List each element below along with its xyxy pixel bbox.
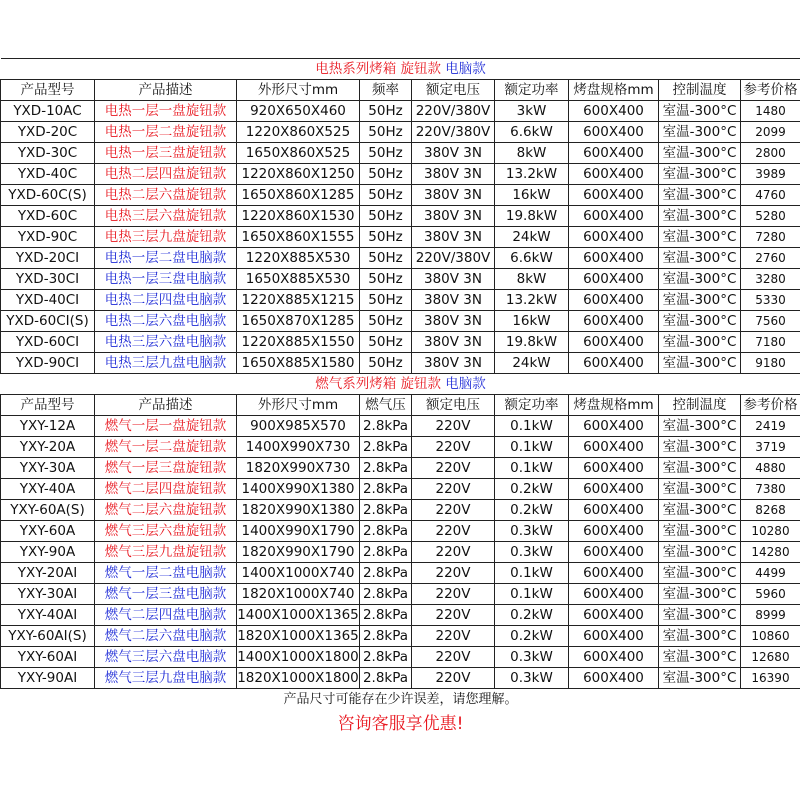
electric-cell-price: 5330 bbox=[741, 290, 800, 311]
electric-cell-voltage: 380V 3N bbox=[412, 185, 495, 206]
gas-table-row bbox=[1, 668, 800, 689]
gas-cell-power: 0.3kW bbox=[495, 668, 569, 689]
gas-cell-price: 8268 bbox=[741, 500, 800, 521]
gas-cell-tray: 600X400 bbox=[569, 521, 659, 542]
gas-cell-model: YXY-40AI bbox=[1, 605, 95, 626]
gas-cell-pressure: 2.8kPa bbox=[360, 479, 412, 500]
electric-cell-price: 7560 bbox=[741, 311, 800, 332]
gas-cell-model: YXY-20A bbox=[1, 437, 95, 458]
gas-cell-price: 12680 bbox=[741, 647, 800, 668]
gas-cell-model: YXY-30AI bbox=[1, 584, 95, 605]
electric-cell-tray: 600X400 bbox=[569, 206, 659, 227]
electric-cell-power: 8kW bbox=[495, 269, 569, 290]
gas-cell-price: 2419 bbox=[741, 416, 800, 437]
electric-cell-freq: 50Hz bbox=[360, 164, 412, 185]
gas-cell-power: 0.3kW bbox=[495, 521, 569, 542]
gas-cell-tray: 600X400 bbox=[569, 500, 659, 521]
electric-cell-power: 16kW bbox=[495, 311, 569, 332]
size-tolerance-note: 产品尺寸可能存在少许误差，请您理解。 bbox=[283, 692, 518, 707]
gas-cell-model: YXY-90AI bbox=[1, 668, 95, 689]
electric-table-row bbox=[1, 143, 800, 164]
gas-header-cell: 外形尺寸mm bbox=[237, 395, 360, 416]
electric-cell-desc: 电热三层六盘电脑款 bbox=[95, 332, 237, 353]
electric-cell-voltage: 380V 3N bbox=[412, 311, 495, 332]
electric-cell-price: 7280 bbox=[741, 227, 800, 248]
electric-table-row bbox=[1, 311, 800, 332]
gas-header-cell: 额定功率 bbox=[495, 395, 569, 416]
gas-header-cell: 产品描述 bbox=[95, 395, 237, 416]
gas-cell-power: 0.1kW bbox=[495, 416, 569, 437]
gas-cell-size: 1820X990X1790 bbox=[237, 542, 360, 563]
gas-cell-power: 0.2kW bbox=[495, 605, 569, 626]
electric-cell-power: 13.2kW bbox=[495, 290, 569, 311]
electric-cell-voltage: 380V 3N bbox=[412, 353, 495, 374]
electric-cell-price: 2760 bbox=[741, 248, 800, 269]
gas-header-cell: 额定电压 bbox=[412, 395, 495, 416]
gas-cell-power: 0.2kW bbox=[495, 626, 569, 647]
electric-cell-size: 1220X860X1250 bbox=[237, 164, 360, 185]
gas-cell-voltage: 220V bbox=[412, 563, 495, 584]
promo-row bbox=[1, 711, 800, 737]
gas-cell-price: 5960 bbox=[741, 584, 800, 605]
gas-cell-desc: 燃气三层六盘旋钮款 bbox=[95, 521, 237, 542]
electric-cell-desc: 电热一层三盘电脑款 bbox=[95, 269, 237, 290]
gas-cell-power: 0.1kW bbox=[495, 437, 569, 458]
gas-cell-power: 0.3kW bbox=[495, 647, 569, 668]
electric-table-row bbox=[1, 164, 800, 185]
electric-header-cell: 烤盘规格mm bbox=[569, 80, 659, 101]
electric-cell-voltage: 380V 3N bbox=[412, 143, 495, 164]
electric-cell-price: 5280 bbox=[741, 206, 800, 227]
electric-table-row bbox=[1, 332, 800, 353]
electric-cell-voltage: 380V 3N bbox=[412, 290, 495, 311]
gas-title-row bbox=[1, 374, 800, 395]
gas-table-row bbox=[1, 521, 800, 542]
gas-cell-desc: 燃气一层三盘电脑款 bbox=[95, 584, 237, 605]
electric-cell-size: 1220X885X1550 bbox=[237, 332, 360, 353]
electric-cell-temp: 室温-300°C bbox=[659, 311, 741, 332]
gas-cell-pressure: 2.8kPa bbox=[360, 584, 412, 605]
gas-cell-tray: 600X400 bbox=[569, 479, 659, 500]
gas-cell-desc: 燃气二层四盘电脑款 bbox=[95, 605, 237, 626]
electric-header-row bbox=[1, 80, 800, 101]
gas-section bbox=[1, 374, 800, 689]
electric-cell-power: 6.6kW bbox=[495, 248, 569, 269]
electric-cell-desc: 电热三层九盘旋钮款 bbox=[95, 227, 237, 248]
gas-header-cell: 燃气压 bbox=[360, 395, 412, 416]
electric-table-row bbox=[1, 122, 800, 143]
electric-cell-price: 2099 bbox=[741, 122, 800, 143]
gas-cell-size: 1400X1000X1800 bbox=[237, 647, 360, 668]
electric-cell-voltage: 380V 3N bbox=[412, 164, 495, 185]
electric-cell-desc: 电热一层二盘旋钮款 bbox=[95, 122, 237, 143]
electric-cell-model: YXD-30CI bbox=[1, 269, 95, 290]
electric-cell-size: 920X650X460 bbox=[237, 101, 360, 122]
gas-cell-price: 10280 bbox=[741, 521, 800, 542]
electric-cell-size: 1220X885X1215 bbox=[237, 290, 360, 311]
gas-cell-voltage: 220V bbox=[412, 521, 495, 542]
gas-table-row bbox=[1, 458, 800, 479]
gas-cell-temp: 室温-300°C bbox=[659, 437, 741, 458]
gas-cell-desc: 燃气二层六盘电脑款 bbox=[95, 626, 237, 647]
gas-cell-model: YXY-60AI(S) bbox=[1, 626, 95, 647]
electric-cell-desc: 电热二层四盘旋钮款 bbox=[95, 164, 237, 185]
electric-cell-tray: 600X400 bbox=[569, 353, 659, 374]
electric-cell-freq: 50Hz bbox=[360, 227, 412, 248]
gas-cell-desc: 燃气二层六盘旋钮款 bbox=[95, 500, 237, 521]
electric-cell-voltage: 220V/380V bbox=[412, 101, 495, 122]
gas-cell-price: 3719 bbox=[741, 437, 800, 458]
electric-cell-freq: 50Hz bbox=[360, 332, 412, 353]
gas-cell-tray: 600X400 bbox=[569, 416, 659, 437]
electric-cell-power: 24kW bbox=[495, 227, 569, 248]
electric-cell-voltage: 380V 3N bbox=[412, 227, 495, 248]
gas-cell-desc: 燃气一层一盘旋钮款 bbox=[95, 416, 237, 437]
electric-cell-size: 1650X885X1580 bbox=[237, 353, 360, 374]
electric-cell-price: 4760 bbox=[741, 185, 800, 206]
gas-cell-pressure: 2.8kPa bbox=[360, 500, 412, 521]
electric-cell-freq: 50Hz bbox=[360, 101, 412, 122]
electric-table-row bbox=[1, 206, 800, 227]
gas-cell-pressure: 2.8kPa bbox=[360, 542, 412, 563]
gas-cell-model: YXY-60A bbox=[1, 521, 95, 542]
gas-cell-pressure: 2.8kPa bbox=[360, 563, 412, 584]
electric-cell-voltage: 220V/380V bbox=[412, 248, 495, 269]
electric-cell-size: 1650X860X1285 bbox=[237, 185, 360, 206]
electric-cell-model: YXD-90CI bbox=[1, 353, 95, 374]
electric-header-cell: 额定电压 bbox=[412, 80, 495, 101]
electric-cell-temp: 室温-300°C bbox=[659, 101, 741, 122]
gas-table-row bbox=[1, 416, 800, 437]
gas-cell-size: 1820X1000X1800 bbox=[237, 668, 360, 689]
electric-cell-power: 3kW bbox=[495, 101, 569, 122]
electric-cell-power: 6.6kW bbox=[495, 122, 569, 143]
gas-cell-temp: 室温-300°C bbox=[659, 626, 741, 647]
electric-cell-freq: 50Hz bbox=[360, 143, 412, 164]
gas-cell-voltage: 220V bbox=[412, 626, 495, 647]
electric-cell-freq: 50Hz bbox=[360, 206, 412, 227]
gas-header-row bbox=[1, 395, 800, 416]
electric-cell-power: 16kW bbox=[495, 185, 569, 206]
gas-cell-temp: 室温-300°C bbox=[659, 500, 741, 521]
electric-cell-power: 8kW bbox=[495, 143, 569, 164]
gas-title-knob: 燃气系列烤箱 旋钮款 bbox=[315, 376, 441, 392]
gas-cell-size: 1400X990X1790 bbox=[237, 521, 360, 542]
electric-cell-size: 1220X885X530 bbox=[237, 248, 360, 269]
electric-cell-tray: 600X400 bbox=[569, 122, 659, 143]
gas-cell-voltage: 220V bbox=[412, 668, 495, 689]
electric-cell-tray: 600X400 bbox=[569, 290, 659, 311]
gas-cell-pressure: 2.8kPa bbox=[360, 458, 412, 479]
gas-cell-temp: 室温-300°C bbox=[659, 479, 741, 500]
footer-section bbox=[1, 689, 800, 738]
gas-cell-size: 1820X990X730 bbox=[237, 458, 360, 479]
gas-table-row bbox=[1, 563, 800, 584]
electric-cell-desc: 电热一层三盘旋钮款 bbox=[95, 143, 237, 164]
electric-cell-desc: 电热二层六盘电脑款 bbox=[95, 311, 237, 332]
price-sheet bbox=[0, 58, 800, 737]
spec-table bbox=[0, 58, 800, 737]
electric-cell-price: 3989 bbox=[741, 164, 800, 185]
electric-cell-desc: 电热一层二盘电脑款 bbox=[95, 248, 237, 269]
electric-cell-model: YXD-40C bbox=[1, 164, 95, 185]
gas-cell-pressure: 2.8kPa bbox=[360, 647, 412, 668]
gas-cell-tray: 600X400 bbox=[569, 542, 659, 563]
electric-cell-tray: 600X400 bbox=[569, 311, 659, 332]
gas-cell-size: 1400X990X730 bbox=[237, 437, 360, 458]
electric-header-cell: 外形尺寸mm bbox=[237, 80, 360, 101]
electric-cell-desc: 电热三层九盘电脑款 bbox=[95, 353, 237, 374]
electric-cell-model: YXD-60CI(S) bbox=[1, 311, 95, 332]
electric-cell-temp: 室温-300°C bbox=[659, 185, 741, 206]
electric-cell-tray: 600X400 bbox=[569, 143, 659, 164]
electric-cell-temp: 室温-300°C bbox=[659, 164, 741, 185]
electric-cell-desc: 电热二层四盘电脑款 bbox=[95, 290, 237, 311]
gas-cell-price: 7380 bbox=[741, 479, 800, 500]
electric-cell-model: YXD-30C bbox=[1, 143, 95, 164]
electric-cell-tray: 600X400 bbox=[569, 269, 659, 290]
gas-header-cell: 参考价格 bbox=[741, 395, 800, 416]
electric-header-cell: 控制温度 bbox=[659, 80, 741, 101]
gas-cell-desc: 燃气二层四盘旋钮款 bbox=[95, 479, 237, 500]
gas-cell-temp: 室温-300°C bbox=[659, 584, 741, 605]
gas-cell-tray: 600X400 bbox=[569, 626, 659, 647]
electric-cell-size: 1220X860X525 bbox=[237, 122, 360, 143]
electric-cell-freq: 50Hz bbox=[360, 311, 412, 332]
electric-cell-temp: 室温-300°C bbox=[659, 248, 741, 269]
gas-cell-pressure: 2.8kPa bbox=[360, 605, 412, 626]
electric-cell-desc: 电热三层六盘旋钮款 bbox=[95, 206, 237, 227]
gas-cell-price: 4880 bbox=[741, 458, 800, 479]
electric-cell-model: YXD-40CI bbox=[1, 290, 95, 311]
gas-table-row bbox=[1, 479, 800, 500]
gas-cell-model: YXY-90A bbox=[1, 542, 95, 563]
gas-cell-model: YXY-30A bbox=[1, 458, 95, 479]
gas-header-cell: 产品型号 bbox=[1, 395, 95, 416]
electric-cell-model: YXD-90C bbox=[1, 227, 95, 248]
gas-cell-desc: 燃气三层九盘旋钮款 bbox=[95, 542, 237, 563]
electric-cell-temp: 室温-300°C bbox=[659, 227, 741, 248]
gas-cell-temp: 室温-300°C bbox=[659, 458, 741, 479]
electric-cell-freq: 50Hz bbox=[360, 122, 412, 143]
electric-cell-temp: 室温-300°C bbox=[659, 269, 741, 290]
gas-cell-tray: 600X400 bbox=[569, 563, 659, 584]
gas-cell-desc: 燃气一层二盘旋钮款 bbox=[95, 437, 237, 458]
gas-cell-power: 0.2kW bbox=[495, 500, 569, 521]
electric-cell-tray: 600X400 bbox=[569, 332, 659, 353]
gas-cell-price: 4499 bbox=[741, 563, 800, 584]
electric-cell-tray: 600X400 bbox=[569, 164, 659, 185]
electric-table-row bbox=[1, 227, 800, 248]
gas-cell-model: YXY-12A bbox=[1, 416, 95, 437]
electric-table-row bbox=[1, 101, 800, 122]
gas-cell-size: 1400X1000X740 bbox=[237, 563, 360, 584]
gas-cell-desc: 燃气三层九盘电脑款 bbox=[95, 668, 237, 689]
electric-header-cell: 频率 bbox=[360, 80, 412, 101]
electric-cell-temp: 室温-300°C bbox=[659, 143, 741, 164]
gas-cell-pressure: 2.8kPa bbox=[360, 521, 412, 542]
electric-cell-model: YXD-20C bbox=[1, 122, 95, 143]
electric-title-computer: 电脑款 bbox=[445, 61, 486, 77]
electric-section-title bbox=[1, 59, 800, 80]
electric-header-cell: 参考价格 bbox=[741, 80, 800, 101]
gas-cell-power: 0.2kW bbox=[495, 479, 569, 500]
electric-cell-temp: 室温-300°C bbox=[659, 290, 741, 311]
gas-cell-desc: 燃气三层六盘电脑款 bbox=[95, 647, 237, 668]
gas-section-title bbox=[1, 374, 800, 395]
electric-cell-size: 1650X860X1555 bbox=[237, 227, 360, 248]
electric-header-cell: 产品型号 bbox=[1, 80, 95, 101]
electric-cell-size: 1650X870X1285 bbox=[237, 311, 360, 332]
gas-cell-tray: 600X400 bbox=[569, 647, 659, 668]
electric-cell-power: 19.8kW bbox=[495, 332, 569, 353]
electric-cell-voltage: 380V 3N bbox=[412, 269, 495, 290]
electric-cell-model: YXD-10AC bbox=[1, 101, 95, 122]
gas-cell-voltage: 220V bbox=[412, 542, 495, 563]
electric-cell-price: 1480 bbox=[741, 101, 800, 122]
electric-table-row bbox=[1, 248, 800, 269]
gas-cell-temp: 室温-300°C bbox=[659, 542, 741, 563]
gas-cell-temp: 室温-300°C bbox=[659, 416, 741, 437]
electric-cell-tray: 600X400 bbox=[569, 227, 659, 248]
gas-cell-desc: 燃气一层三盘旋钮款 bbox=[95, 458, 237, 479]
gas-cell-voltage: 220V bbox=[412, 416, 495, 437]
electric-cell-size: 1650X860X525 bbox=[237, 143, 360, 164]
gas-cell-size: 900X985X570 bbox=[237, 416, 360, 437]
gas-cell-price: 14280 bbox=[741, 542, 800, 563]
gas-header-cell: 控制温度 bbox=[659, 395, 741, 416]
gas-cell-temp: 室温-300°C bbox=[659, 647, 741, 668]
electric-cell-freq: 50Hz bbox=[360, 290, 412, 311]
gas-title-computer: 电脑款 bbox=[445, 376, 486, 392]
gas-table-row bbox=[1, 647, 800, 668]
electric-cell-voltage: 380V 3N bbox=[412, 206, 495, 227]
gas-cell-power: 0.1kW bbox=[495, 458, 569, 479]
gas-cell-size: 1400X990X1380 bbox=[237, 479, 360, 500]
gas-cell-voltage: 220V bbox=[412, 500, 495, 521]
electric-cell-tray: 600X400 bbox=[569, 248, 659, 269]
electric-title-row bbox=[1, 59, 800, 80]
gas-cell-model: YXY-20AI bbox=[1, 563, 95, 584]
electric-table-row bbox=[1, 185, 800, 206]
gas-cell-voltage: 220V bbox=[412, 647, 495, 668]
gas-table-row bbox=[1, 626, 800, 647]
gas-cell-price: 16390 bbox=[741, 668, 800, 689]
gas-cell-size: 1400X1000X1365 bbox=[237, 605, 360, 626]
electric-cell-freq: 50Hz bbox=[360, 248, 412, 269]
electric-section bbox=[1, 59, 800, 374]
electric-cell-tray: 600X400 bbox=[569, 101, 659, 122]
customer-service-promo: 咨询客服享优惠! bbox=[337, 714, 464, 734]
electric-cell-temp: 室温-300°C bbox=[659, 206, 741, 227]
gas-cell-pressure: 2.8kPa bbox=[360, 668, 412, 689]
electric-cell-freq: 50Hz bbox=[360, 353, 412, 374]
gas-cell-tray: 600X400 bbox=[569, 458, 659, 479]
electric-header-cell: 额定功率 bbox=[495, 80, 569, 101]
electric-title-knob: 电热系列烤箱 旋钮款 bbox=[315, 61, 441, 77]
gas-table-row bbox=[1, 605, 800, 626]
electric-cell-temp: 室温-300°C bbox=[659, 332, 741, 353]
electric-cell-power: 19.8kW bbox=[495, 206, 569, 227]
electric-cell-model: YXD-20CI bbox=[1, 248, 95, 269]
gas-cell-pressure: 2.8kPa bbox=[360, 416, 412, 437]
gas-cell-temp: 室温-300°C bbox=[659, 605, 741, 626]
gas-cell-voltage: 220V bbox=[412, 605, 495, 626]
gas-cell-tray: 600X400 bbox=[569, 668, 659, 689]
gas-cell-model: YXY-40A bbox=[1, 479, 95, 500]
gas-cell-price: 10860 bbox=[741, 626, 800, 647]
gas-header-cell: 烤盘规格mm bbox=[569, 395, 659, 416]
gas-cell-voltage: 220V bbox=[412, 458, 495, 479]
gas-table-row bbox=[1, 437, 800, 458]
gas-cell-power: 0.1kW bbox=[495, 584, 569, 605]
electric-cell-freq: 50Hz bbox=[360, 185, 412, 206]
gas-table-row bbox=[1, 500, 800, 521]
gas-cell-tray: 600X400 bbox=[569, 605, 659, 626]
electric-cell-desc: 电热一层一盘旋钮款 bbox=[95, 101, 237, 122]
gas-cell-tray: 600X400 bbox=[569, 584, 659, 605]
electric-cell-voltage: 220V/380V bbox=[412, 122, 495, 143]
gas-cell-tray: 600X400 bbox=[569, 437, 659, 458]
gas-cell-voltage: 220V bbox=[412, 479, 495, 500]
gas-cell-pressure: 2.8kPa bbox=[360, 437, 412, 458]
electric-cell-price: 7180 bbox=[741, 332, 800, 353]
electric-cell-price: 9180 bbox=[741, 353, 800, 374]
gas-cell-model: YXY-60AI bbox=[1, 647, 95, 668]
electric-cell-power: 24kW bbox=[495, 353, 569, 374]
electric-cell-size: 1220X860X1530 bbox=[237, 206, 360, 227]
electric-cell-temp: 室温-300°C bbox=[659, 353, 741, 374]
electric-cell-model: YXD-60C(S) bbox=[1, 185, 95, 206]
electric-cell-desc: 电热二层六盘旋钮款 bbox=[95, 185, 237, 206]
gas-table-row bbox=[1, 542, 800, 563]
gas-cell-size: 1820X990X1380 bbox=[237, 500, 360, 521]
note-row bbox=[1, 689, 800, 712]
gas-cell-temp: 室温-300°C bbox=[659, 563, 741, 584]
gas-cell-pressure: 2.8kPa bbox=[360, 626, 412, 647]
gas-cell-size: 1820X1000X740 bbox=[237, 584, 360, 605]
electric-cell-size: 1650X885X530 bbox=[237, 269, 360, 290]
electric-cell-tray: 600X400 bbox=[569, 185, 659, 206]
electric-cell-price: 2800 bbox=[741, 143, 800, 164]
gas-table-row bbox=[1, 584, 800, 605]
electric-table-row bbox=[1, 290, 800, 311]
electric-cell-voltage: 380V 3N bbox=[412, 332, 495, 353]
gas-cell-voltage: 220V bbox=[412, 584, 495, 605]
gas-cell-temp: 室温-300°C bbox=[659, 521, 741, 542]
electric-cell-power: 13.2kW bbox=[495, 164, 569, 185]
electric-cell-model: YXD-60C bbox=[1, 206, 95, 227]
electric-header-cell: 产品描述 bbox=[95, 80, 237, 101]
electric-cell-temp: 室温-300°C bbox=[659, 122, 741, 143]
gas-cell-size: 1820X1000X1365 bbox=[237, 626, 360, 647]
gas-cell-desc: 燃气一层二盘电脑款 bbox=[95, 563, 237, 584]
electric-table-row bbox=[1, 269, 800, 290]
electric-cell-model: YXD-60CI bbox=[1, 332, 95, 353]
gas-cell-power: 0.1kW bbox=[495, 563, 569, 584]
electric-cell-freq: 50Hz bbox=[360, 269, 412, 290]
electric-cell-price: 3280 bbox=[741, 269, 800, 290]
gas-cell-price: 8999 bbox=[741, 605, 800, 626]
gas-cell-temp: 室温-300°C bbox=[659, 668, 741, 689]
gas-cell-model: YXY-60A(S) bbox=[1, 500, 95, 521]
gas-cell-voltage: 220V bbox=[412, 437, 495, 458]
gas-cell-power: 0.3kW bbox=[495, 542, 569, 563]
electric-table-row bbox=[1, 353, 800, 374]
